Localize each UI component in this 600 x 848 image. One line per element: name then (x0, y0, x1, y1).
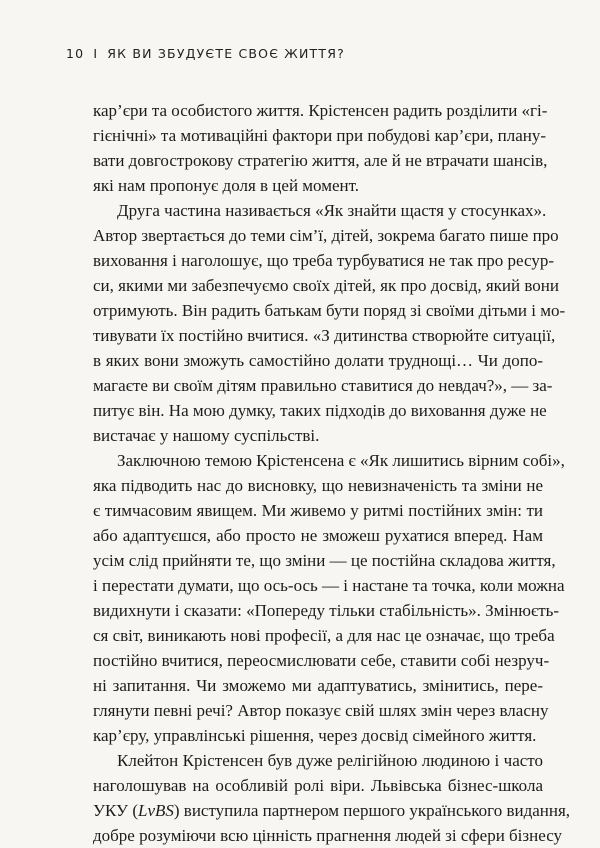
text-line-mixed (93, 798, 571, 823)
header-separator: I (93, 46, 99, 61)
text-line: тивувати їх постійно вчитися. «З дитинства створюйте ситуації, (93, 326, 556, 345)
page-number: 10 (66, 46, 85, 61)
text-line: які нам пропонує доля в цей момент. (93, 176, 360, 195)
text-line: наголошував на особливій ролі віри. Львівська бізнес-школа (93, 776, 543, 795)
text-line: гієнічні» та мотиваційні фактори при побудові кар’єри, плану- (93, 126, 547, 145)
paragraph-3 (93, 448, 565, 748)
text-line: кар’єру, управлінські рішення, через досвід сімейного життя. (93, 726, 537, 745)
text-line: магаєте ви своїм дітям правильно ставитися до невдач?», — за- (93, 376, 553, 395)
text-line: постійно вчитися, переосмислювати себе, ставити собі незруч- (93, 651, 550, 670)
text-line: си, якими ми забезпечуємо своїх дітей, як про досвід, який вони (93, 276, 559, 295)
text-line: і перестати думати, що ось-ось — і настане та точка, коли можна (93, 576, 565, 595)
paragraph-2 (93, 198, 566, 448)
text-line: глянути певні речі? Автор показує свій шлях змін через власну (93, 701, 549, 720)
text-line: Клейтон Крістенсен був дуже релігійною людиною і часто (117, 751, 543, 770)
text-line: питує він. На мою думку, таких підходів до виховання дуже не (93, 401, 547, 420)
text-line: або адаптуєшся, або просто не зможеш рухатися вперед. Нам (93, 526, 543, 545)
text-line: є тимчасовим явищем. Ми живемо у ритмі постійних змін: ти (93, 501, 543, 520)
text-line: виховання і наголошує, що треба турбуватися не так про ресур- (93, 251, 555, 270)
text-line: вистачає у нашому суспільстві. (93, 426, 320, 445)
text-line: Автор звертається до теми сім’ї, дітей, зокрема багато пише про (93, 226, 559, 245)
text-run: ) виступила партнером першого українського видання, (173, 801, 571, 820)
text-line: ся світ, виникають нові професії, а для нас це означає, що треба (93, 626, 555, 645)
text-line: Заключною темою Крістенсена є «Як лишитись вірним собі», (117, 451, 565, 470)
running-header (66, 46, 345, 61)
text-line: добре розуміючи всю цінність прагнення людей зі сфери бізнесу (93, 826, 563, 845)
school-abbreviation: LvBS (137, 801, 174, 820)
text-line: усім слід прийняти те, що зміни — це постійна складова життя, (93, 551, 556, 570)
text-line: яка підводить нас до висновку, що невизначеність та зміни не (93, 476, 543, 495)
text-line: в яких вони зможуть самостійно долати труднощі… Чи допо- (93, 351, 543, 370)
text-line: видихнути і сказати: «Попереду тільки стабільність». Змінюєть- (93, 601, 560, 620)
paragraph-1 (93, 98, 548, 198)
text-line: вати довгострокову стратегію життя, але й не втрачати шансів, (93, 151, 548, 170)
paragraph-4 (93, 748, 571, 848)
text-line: кар’єри та особистого життя. Крістенсен радить розділити «гі- (93, 101, 548, 120)
text-line: Друга частина називається «Як знайти щастя у стосунках». (117, 201, 547, 220)
book-title: ЯК ВИ ЗБУДУЄТЕ СВОЄ ЖИТТЯ? (107, 46, 345, 61)
body-text (93, 98, 571, 848)
text-line: отримують. Він радить батькам бути поряд зі своїми дітьми і мо- (93, 301, 566, 320)
text-run: УКУ ( (93, 801, 138, 820)
text-line: ні запитання. Чи зможемо ми адаптуватись, змінитись, пере- (93, 676, 543, 695)
